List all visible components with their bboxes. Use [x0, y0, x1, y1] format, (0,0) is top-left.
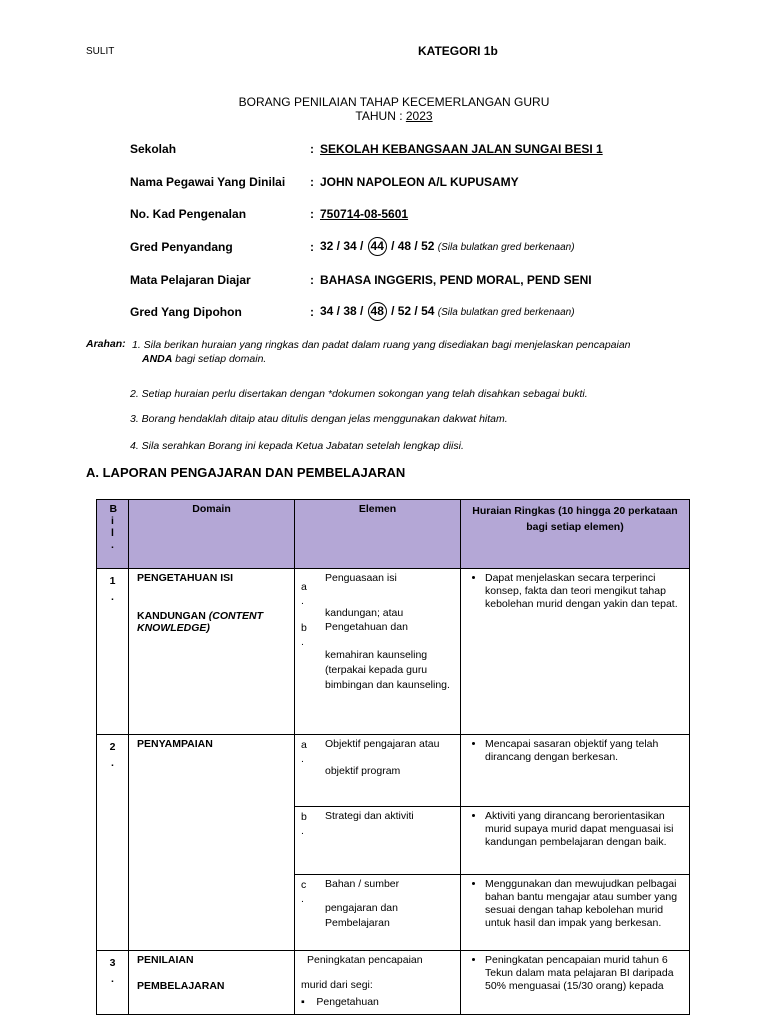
domain-cell: [129, 951, 295, 1015]
elemen-marker: c .: [301, 879, 307, 905]
year-value: 2023: [405, 109, 433, 123]
elemen-text: kemahiran kaunseling (terpakai kepada guru bimbingan dan kaunseling.: [325, 649, 450, 691]
instruction-3: 3. Borang hendaklah ditaip atau ditulis dengan jelas menggunakan dakwat hitam.: [130, 413, 508, 425]
grade-note: (Sila bulatkan gred berkenaan): [437, 307, 575, 318]
elemen-marker: b .: [301, 622, 307, 648]
elemen-text: Penguasaan isi: [325, 572, 397, 584]
nama-value: JOHN NAPOLEON A/L KUPUSAMY: [320, 175, 519, 189]
domain-title: PENGETAHUAN ISI: [137, 572, 234, 584]
grade-options: 32 / 34 /: [320, 239, 364, 253]
instruction-1-emphasis: ANDA: [142, 353, 173, 365]
elemen-marker: b .: [301, 811, 307, 837]
huraian-text: • Menggunakan dan mewujudkan pelbagai bahan bantu mengajar atau sumber yang sesuai dengan tahap kebolehan murid untuk hasil dan impak yang berkesan.: [485, 878, 685, 930]
circled-grade: 48: [368, 302, 387, 321]
grade-options: / 52 / 54: [391, 304, 435, 318]
sekolah-value: SEKOLAH KEBANGSAAN JALAN SUNGAI BESI 1: [320, 142, 603, 156]
huraian-text: • Peningkatan pencapaian murid tahun 6 Tekun dalam mata pelajaran BI daripada 50% menguasai (15/30 orang) kepada: [485, 954, 685, 993]
elemen-text: Strategi dan aktiviti: [325, 810, 414, 822]
row-number: 3 .: [97, 951, 129, 1015]
huraian-cell: [461, 735, 690, 807]
table-row: [97, 569, 690, 735]
elemen-cell: [295, 735, 461, 807]
elemen-text: pengajaran dan Pembelajaran: [325, 902, 398, 929]
elemen-text: Bahan / sumber: [325, 878, 400, 890]
table-row: [97, 951, 690, 1015]
domain-title: PENILAIAN: [137, 954, 194, 966]
huraian-cell: [461, 569, 690, 735]
category-label: KATEGORI 1b: [418, 44, 498, 58]
table-row: [97, 735, 690, 807]
colon: :: [310, 207, 314, 221]
header-bil: B i l .: [97, 500, 129, 569]
section-title: A. LAPORAN PENGAJARAN DAN PEMBELAJARAN: [86, 465, 406, 480]
elemen-text: Objektif pengajaran atau: [325, 738, 440, 750]
classification-label: SULIT: [86, 46, 115, 57]
huraian-text: • Mencapai sasaran objektif yang telah dirancang dengan berkesan.: [485, 738, 685, 764]
domain-cell: [129, 569, 295, 735]
kad-label: No. Kad Pengenalan: [130, 207, 247, 221]
elemen-text: objektif program: [325, 765, 401, 777]
header-elemen: Elemen: [295, 500, 461, 569]
year-label: TAHUN :: [355, 109, 406, 123]
gred-dipohon-value: [320, 302, 575, 322]
domain-subtitle: PEMBELAJARAN: [137, 980, 225, 992]
instruction-1-text: 1. Sila berikan huraian yang ringkas dan padat dalam ruang yang disediakan bagi menjelaskan pencapaian: [132, 339, 631, 351]
elemen-cell: [295, 807, 461, 875]
assessment-table: [96, 499, 690, 1015]
table-header-row: [97, 500, 690, 569]
colon: :: [310, 273, 314, 287]
elemen-text: Pengetahuan dan: [325, 621, 408, 633]
instruction-4: 4. Sila serahkan Borang ini kepada Ketua Jabatan setelah lengkap diisi.: [130, 440, 464, 452]
domain-cell: [129, 735, 295, 951]
arahan-label: Arahan:: [86, 338, 126, 350]
elemen-text: murid dari segi:: [301, 979, 373, 991]
grade-options: 34 / 38 /: [320, 304, 364, 318]
grade-options: / 48 / 52: [391, 239, 435, 253]
colon: :: [310, 305, 314, 319]
form-year: [0, 109, 768, 123]
huraian-cell: [461, 875, 690, 951]
huraian-cell: [461, 951, 690, 1015]
form-title: BORANG PENILAIAN TAHAP KECEMERLANGAN GURU: [238, 95, 550, 109]
gred-dipohon-label: Gred Yang Dipohon: [130, 305, 242, 319]
instruction-1: [132, 338, 677, 366]
elemen-marker: a .: [301, 581, 307, 607]
colon: :: [310, 142, 314, 156]
huraian-text: • Aktiviti yang dirancang berorientasikan murid supaya murid dapat menguasai isi kandungan pembelajaran dengan baik.: [485, 810, 685, 849]
row-number: 2 .: [97, 735, 129, 951]
grade-note: (Sila bulatkan gred berkenaan): [437, 242, 575, 253]
elemen-text: kandungan; atau: [325, 607, 404, 619]
elemen-cell: [295, 951, 461, 1015]
huraian-text: • Dapat menjelaskan secara terperinci konsep, fakta dan teori mengikut tahap kebolehan murid dengan yakin dan tepat.: [485, 572, 685, 611]
elemen-marker: a .: [301, 739, 307, 765]
elemen-cell: [295, 875, 461, 951]
huraian-cell: [461, 807, 690, 875]
instruction-1-tail: bagi setiap domain.: [172, 353, 267, 365]
instruction-2: 2. Setiap huraian perlu disertakan dengan *dokumen sokongan yang telah disahkan sebagai bukti.: [130, 388, 588, 400]
elemen-text: Peningkatan pencapaian: [307, 954, 423, 966]
circled-grade: 44: [368, 237, 387, 256]
sekolah-label: Sekolah: [130, 142, 177, 156]
kad-value: 750714-08-5601: [320, 207, 409, 221]
domain-subtitle: KANDUNGAN (CONTENT KNOWLEDGE): [137, 610, 264, 634]
colon: :: [310, 240, 314, 254]
elemen-cell: [295, 569, 461, 735]
mata-pelajaran-value: BAHASA INGGERIS, PEND MORAL, PEND SENI: [320, 273, 592, 287]
gred-penyandang-value: [320, 237, 575, 257]
colon: :: [310, 175, 314, 189]
mata-pelajaran-label: Mata Pelajaran Diajar: [130, 273, 251, 287]
header-domain: Domain: [129, 500, 295, 569]
gred-penyandang-label: Gred Penyandang: [130, 240, 233, 254]
elemen-list-item: ▪ Pengetahuan: [301, 996, 379, 1008]
row-number: 1 .: [97, 569, 129, 735]
nama-label: Nama Pegawai Yang Dinilai: [130, 175, 286, 189]
header-huraian: Huraian Ringkas (10 hingga 20 perkataan bagi setiap elemen): [461, 500, 690, 569]
domain-title: PENYAMPAIAN: [137, 738, 213, 750]
